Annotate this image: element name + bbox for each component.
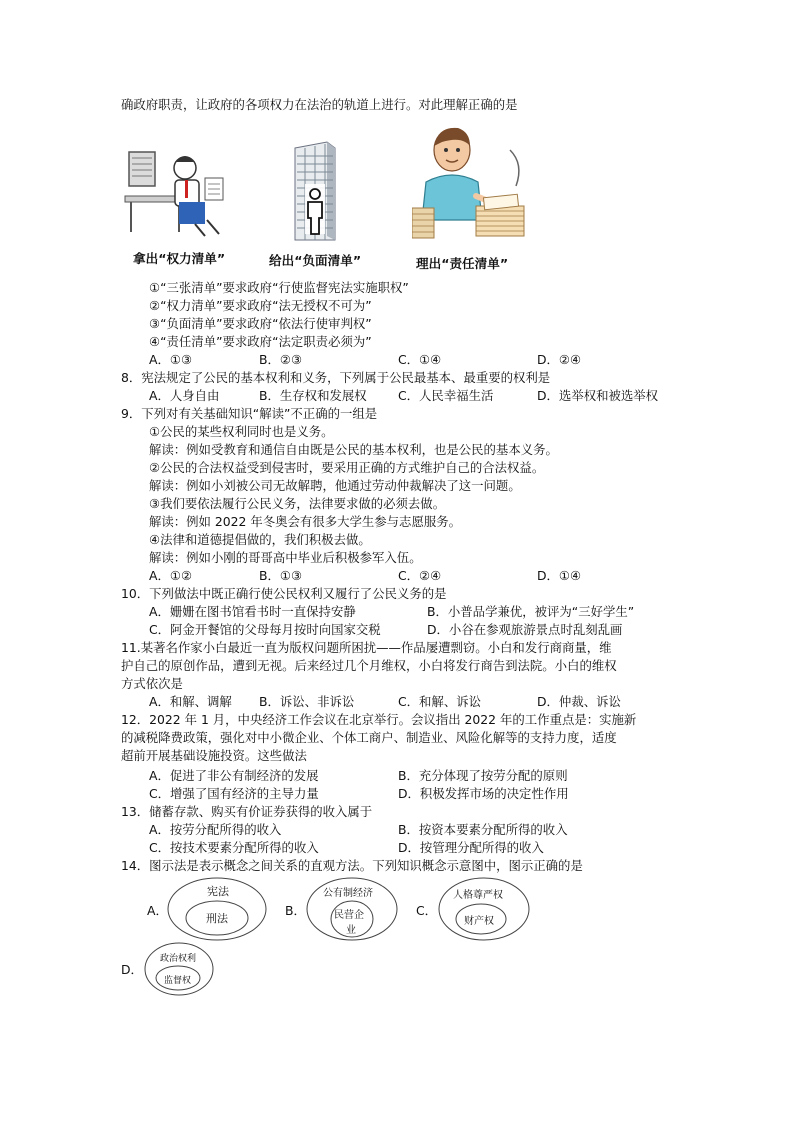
venn-diagram-d: [143, 941, 215, 997]
q7-option-a: A．①③: [149, 352, 193, 367]
q7-statement: ①“三张清单”要求政府“行使监督宪法实施职权”: [149, 280, 409, 295]
q13-stem: 13．储蓄存款、购买有价证券获得的收入属于: [121, 804, 373, 819]
q12-option-a: A．促进了非公有制经济的发展: [149, 768, 319, 783]
q7-statement: ④“责任清单”要求政府“法定职责必须为”: [149, 334, 372, 349]
intro-line: 确政府职责，让政府的各项权力在法治的轨道上进行。对此理解正确的是: [121, 97, 518, 112]
venn-c-outer-label: 人格尊严权: [453, 890, 503, 901]
q9-line: ①公民的某些权利同时也是义务。: [149, 424, 334, 439]
venn-c-inner-label: 财产权: [464, 916, 494, 927]
caption-responsibility-list: 理出“责任清单”: [416, 256, 509, 271]
venn-a-inner-label: 刑法: [206, 912, 228, 925]
q10-option-c: C．阿金开餐馆的父母每月按时向国家交税: [149, 622, 381, 637]
q12-option-b: B．充分体现了按劳分配的原则: [398, 768, 568, 783]
q10-option-b: B．小普品学兼优，被评为“三好学生”: [427, 604, 635, 619]
q9-option-c: C．②④: [398, 568, 442, 583]
venn-d-inner-label: 监督权: [164, 976, 192, 986]
venn-b-inner-label-1: 民营企: [334, 910, 364, 921]
venn-a-outer-label: 宪法: [207, 885, 229, 898]
q9-option-b: B．①③: [259, 568, 303, 583]
q9-line: ④法律和道德提倡做的，我们积极去做。: [149, 532, 371, 547]
q11-line: 护自己的原创作品，遭到无视。后来经过几个月维权，小白将发行商告到法院。小白的维权: [121, 658, 617, 673]
q11-option-d: D．仲裁、诉讼: [537, 694, 621, 709]
venn-b-outer-label: 公有制经济: [323, 888, 373, 899]
q7-option-b: B．②③: [259, 352, 303, 367]
q9-line: 解读：例如小刚的哥哥高中毕业后积极参军入伍。: [149, 550, 422, 565]
q13-option-b: B．按资本要素分配所得的收入: [398, 822, 568, 837]
q12-line: 的减税降费政策，强化对中小微企业、个体工商户、制造业、风险化解等的支持力度，适度: [121, 730, 617, 745]
q8-option-b: B．生存权和发展权: [259, 388, 367, 403]
q10-stem: 10．下列做法中既正确行使公民权利又履行了公民义务的是: [121, 586, 447, 601]
q9-option-d: D．①④: [537, 568, 582, 583]
q7-statement: ②“权力清单”要求政府“法无授权不可为”: [149, 298, 372, 313]
q9-line: 解读：例如小刘被公司无故解聘，他通过劳动仲裁解决了这一问题。: [149, 478, 521, 493]
q9-stem: 9．下列对有关基础知识“解读”不正确的一组是: [121, 406, 378, 421]
q12-option-c: C．增强了国有经济的主导力量: [149, 786, 319, 801]
q7-option-d: D．②④: [537, 352, 582, 367]
q14-option-c: C．: [416, 903, 438, 918]
man-with-paperwork-illustration: [412, 120, 530, 242]
q7-option-c: C．①④: [398, 352, 442, 367]
q9-line: 解读：例如 2022 年冬奥会有很多大学生参与志愿服务。: [149, 514, 462, 529]
q11-option-a: A．和解、调解: [149, 694, 232, 709]
q9-line: ②公民的合法权益受到侵害时，要采用正确的方式维护自己的合法权益。: [149, 460, 545, 475]
q14-stem: 14．图示法是表示概念之间关系的直观方法。下列知识概念示意图中，图示正确的是: [121, 858, 583, 873]
skyscraper-person-illustration: [275, 140, 355, 244]
q8-option-c: C．人民幸福生活: [398, 388, 494, 403]
venn-b-inner-label-2: 业: [346, 925, 356, 936]
caption-power-list: 拿出“权力清单”: [133, 251, 226, 266]
q12-line: 12．2022 年 1 月，中央经济工作会议在北京举行。会议指出 2022 年的工作重点是：实施新: [121, 712, 637, 727]
venn-d-outer-label: 政治权利: [160, 954, 197, 964]
caption-negative-list: 给出“负面清单”: [269, 253, 362, 268]
q8-option-d: D．选举权和被选举权: [537, 388, 659, 403]
q14-option-b: B．: [285, 903, 306, 918]
office-worker-illustration: [121, 140, 229, 240]
q11-option-b: B．诉讼、非诉讼: [259, 694, 355, 709]
q7-statement: ③“负面清单”要求政府“依法行使审判权”: [149, 316, 372, 331]
q12-line: 超前开展基础设施投资。这些做法: [121, 748, 307, 763]
q13-option-a: A．按劳分配所得的收入: [149, 822, 282, 837]
q9-line: 解读：例如受教育和通信自由既是公民的基本权利，也是公民的基本义务。: [149, 442, 558, 457]
q11-line: 11.某著名作家小白最近一直为版权问题所困扰——作品屡遭剽窃。小白和发行商商量，维: [121, 640, 612, 655]
q14-option-d: D．: [121, 962, 143, 977]
q9-line: ③我们要依法履行公民义务，法律要求做的必须去做。: [149, 496, 446, 511]
q14-option-a: A．: [147, 903, 168, 918]
q9-option-a: A．①②: [149, 568, 193, 583]
q10-option-a: A．姗姗在图书馆看书时一直保持安静: [149, 604, 356, 619]
q8-option-a: A．人身自由: [149, 388, 220, 403]
q10-option-d: D．小谷在参观旅游景点时乱刻乱画: [427, 622, 623, 637]
q12-option-d: D．积极发挥市场的决定性作用: [398, 786, 569, 801]
q11-line: 方式依次是: [121, 676, 183, 691]
q11-option-c: C．和解、诉讼: [398, 694, 481, 709]
q13-option-c: C．按技术要素分配所得的收入: [149, 840, 319, 855]
q13-option-d: D．按管理分配所得的收入: [398, 840, 544, 855]
q8-stem: 8．宪法规定了公民的基本权利和义务，下列属于公民最基本、最重要的权利是: [121, 370, 551, 385]
